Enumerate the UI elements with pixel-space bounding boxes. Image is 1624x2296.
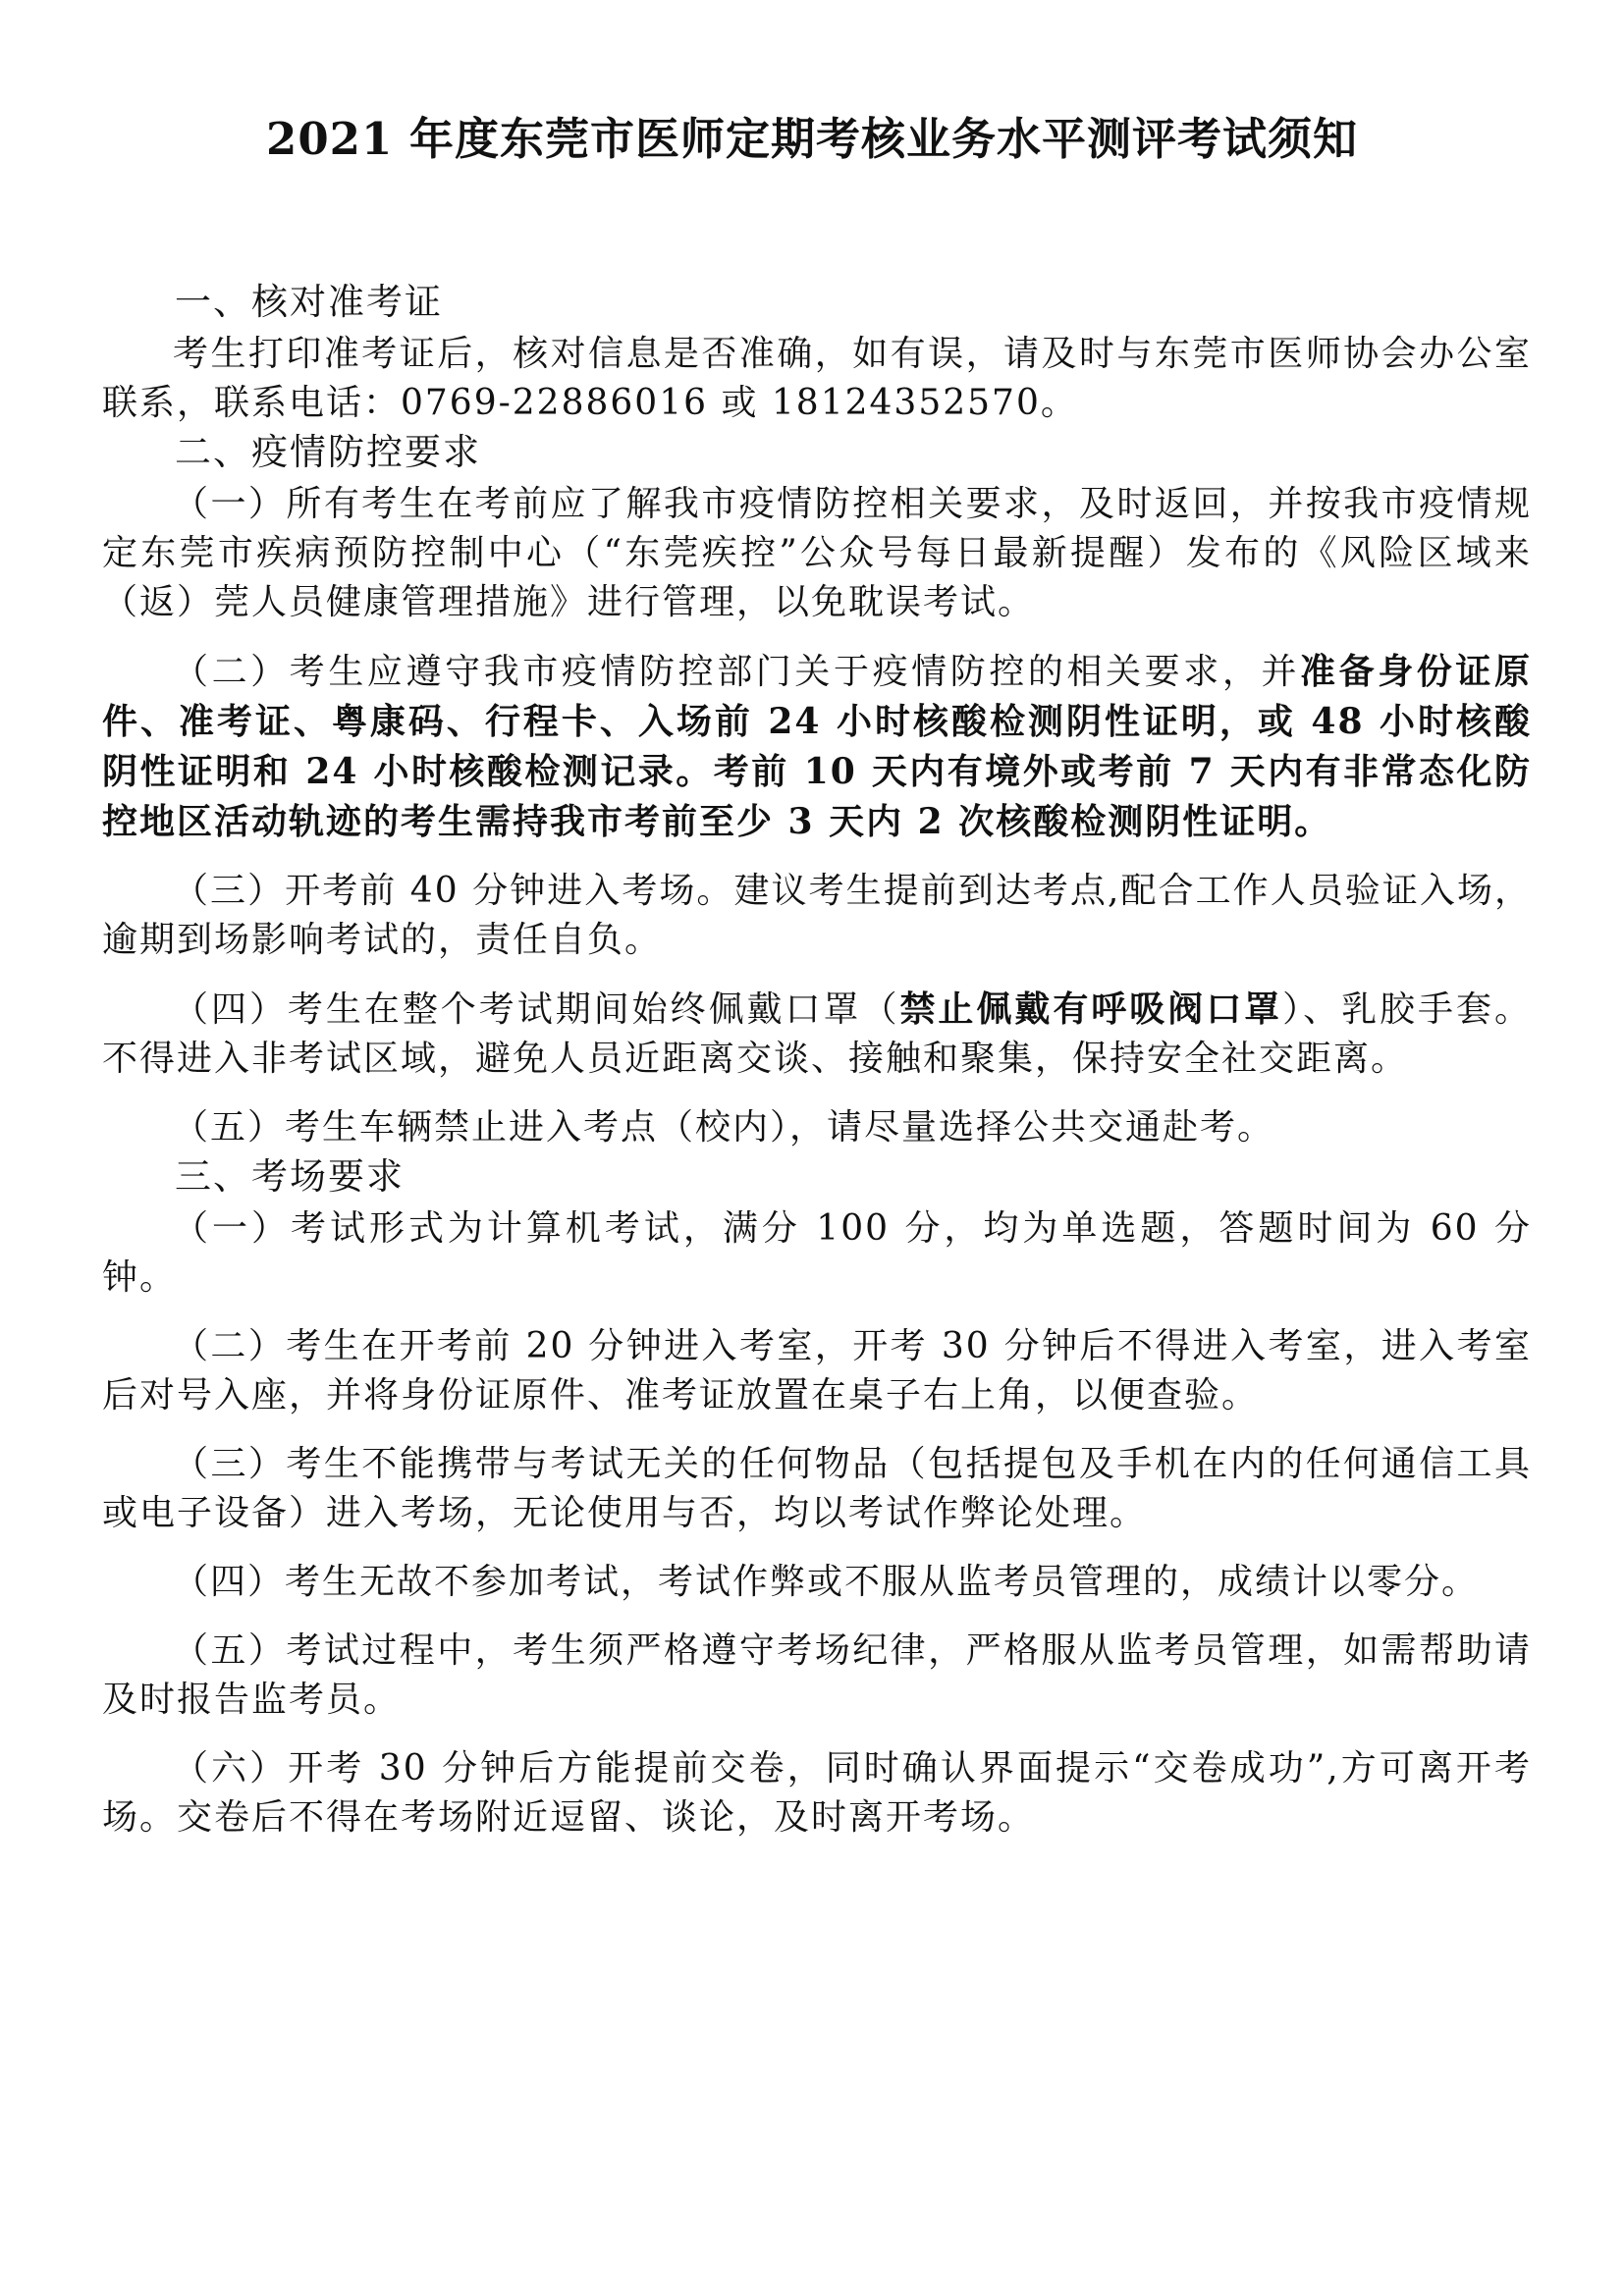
- paragraph-epidemic-2: [102, 647, 1532, 847]
- paragraph-exam-room-4: （四）考生无故不参加考试，考试作弊或不服从监考员管理的，成绩计以零分。: [173, 1562, 1480, 1602]
- paragraph-epidemic-4-text-a: （四）考生在整个考试期间始终佩戴口罩（: [173, 989, 900, 1030]
- section-heading-exam-room-requirements: 三、考场要求: [175, 1155, 405, 1198]
- paragraph-exam-room-6: （六）开考 30 分钟后方能提前交卷，同时确认界面提示“交卷成功”,方可离开考场。交卷后不得在考场附近逗留、谈论，及时离开考场。: [102, 1748, 1532, 1838]
- paragraph-epidemic-4: [102, 985, 1532, 1084]
- section-heading-epidemic-prevention: 二、疫情防控要求: [175, 431, 481, 473]
- paragraph-epidemic-5: （五）考生车辆禁止进入考点（校内），请尽量选择公共交通赴考。: [173, 1107, 1275, 1148]
- paragraph-exam-room-5: （五）考试过程中，考生须严格遵守考场纪律，严格服从监考员管理，如需帮助请及时报告监考员。: [102, 1630, 1532, 1720]
- page-title: 2021 年度东莞市医师定期考核业务水平测评考试须知: [266, 113, 1358, 165]
- paragraph-epidemic-1: （一）所有考生在考前应了解我市疫情防控相关要求，及时返回，并按我市疫情规定东莞市疾病预防控制中心（“东莞疾控”公众号每日最新提醒）发布的《风险区域来（返）莞人员健康管理措施》进行管理，以免耽误考试。: [102, 484, 1532, 622]
- paragraph-epidemic-4-bold: 禁止佩戴有呼吸阀口罩: [899, 988, 1283, 1030]
- paragraph-exam-room-2: （二）考生在开考前 20 分钟进入考室，开考 30 分钟后不得进入考室，进入考室后对号入座，并将身份证原件、准考证放置在桌子右上角，以便查验。: [102, 1326, 1532, 1415]
- paragraph-exam-room-3: （三）考生不能携带与考试无关的任何物品（包括提包及手机在内的任何通信工具或电子设备）进入考场，无论使用与否，均以考试作弊论处理。: [102, 1444, 1532, 1533]
- document-body: [102, 278, 1532, 1842]
- paragraph-epidemic-3: （三）开考前 40 分钟进入考场。建议考生提前到达考点,配合工作人员验证入场，逾期到场影响考试的，责任自负。: [102, 871, 1532, 960]
- paragraph-exam-room-1: （一）考试形式为计算机考试，满分 100 分，均为单选题，答题时间为 60 分钟。: [102, 1208, 1532, 1298]
- paragraph-epidemic-2-text: （二）考生应遵守我市疫情防控部门关于疫情防控的相关要求，并: [173, 652, 1301, 692]
- paragraph-epidemic-4-text-b: ）、乳胶手套。不得进入非考试区域，避免人员近距离交谈、接触和聚集，保持安全社交距离。: [102, 989, 1532, 1079]
- paragraph-verify-ticket: 考生打印准考证后，核对信息是否准确，如有误，请及时与东莞市医师协会办公室联系，联系电话：0769-22886016 或 18124352570。: [102, 334, 1532, 423]
- paragraph-epidemic-2-bold: 准备身份证原件、准考证、粤康码、行程卡、入场前 24 小时核酸检测阴性证明，或 48 小时核酸阴性证明和 24 小时核酸检测记录。考前 10 天内有境外或考前 7 天内有非常态化防控地区活动轨迹的考生需持我市考前至少 3 天内 2 次核酸检测阴性证明。: [102, 651, 1532, 842]
- section-heading-verify-admission-ticket: 一、核对准考证: [175, 281, 443, 323]
